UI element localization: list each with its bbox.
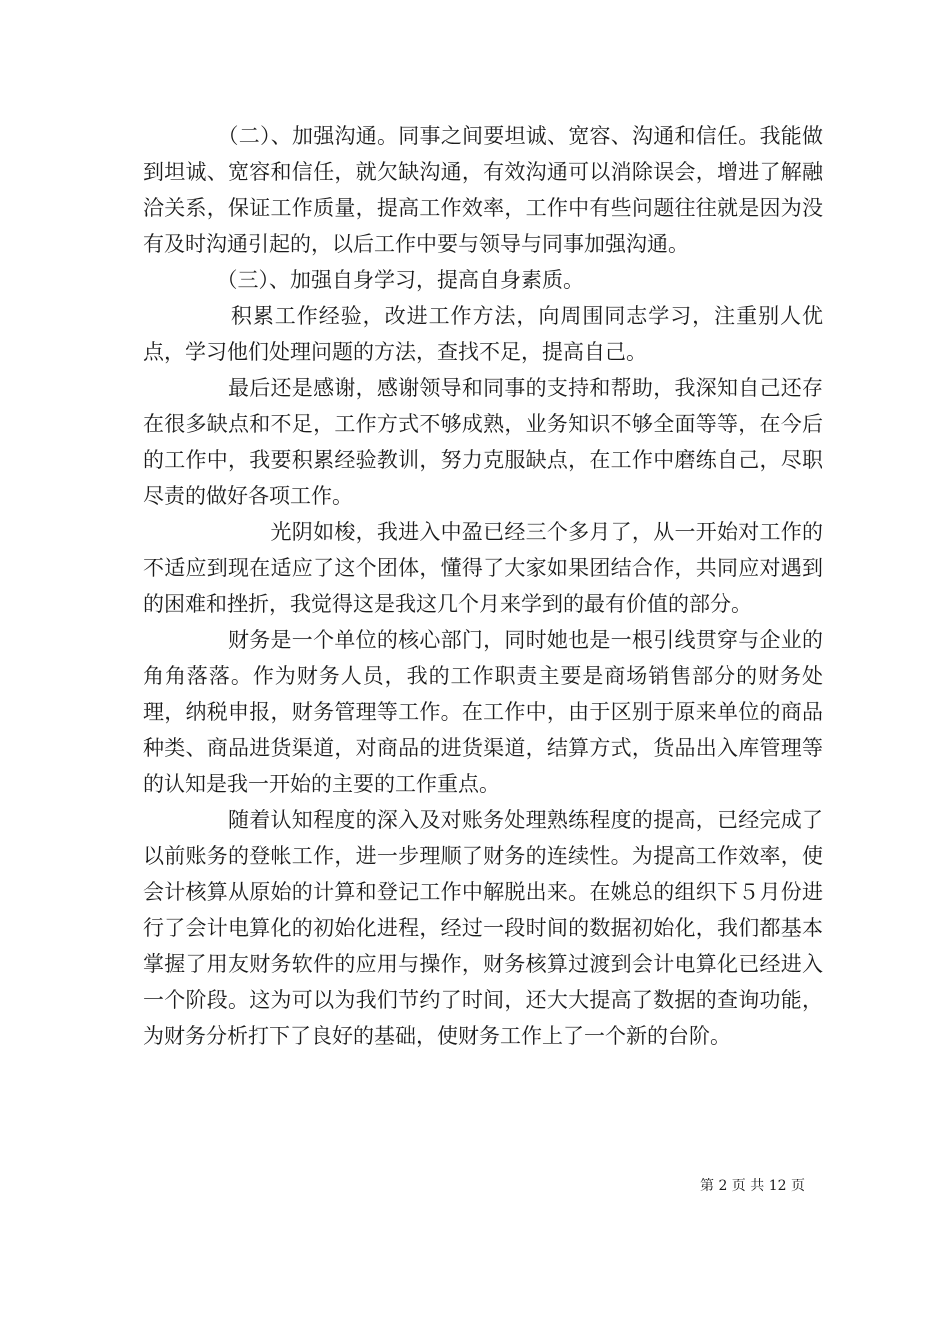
paragraph-strengthen-communication: （二）、加强沟通。同事之间要坦诚、宽容、沟通和信任。我能做到坦诚、宽容和信任，就欠缺沟通，有效沟通可以消除误会，增进了解融洽关系，保证工作质量，提高工作效率，工作中有些问题往往就是因为没有及时沟通引起的，以后工作中要与领导与同事加强沟通。 <box>143 124 823 256</box>
paragraph-finance-core: 财务是一个单位的核心部门，同时她也是一根引线贯穿与企业的角角落落。作为财务人员，我的工作职责主要是商场销售部分的财务处理，纳税申报，财务管理等工作。在工作中，由于区别于原来单位的商品种类、商品进货渠道，对商品的进货渠道，结算方式，货品出入库管理等的认知是我一开始的主要的工作重点。 <box>143 628 823 796</box>
paragraph-accumulate-experience: 积累工作经验，改进工作方法，向周围同志学习，注重别人优点，学习他们处理问题的方法，查找不足，提高自己。 <box>143 304 823 364</box>
paragraph-thanks: 最后还是感谢，感谢领导和同事的支持和帮助，我深知自己还存在很多缺点和不足，工作方式不够成熟，业务知识不够全面等等，在今后的工作中，我要积累经验教训，努力克服缺点，在工作中磨练自己，尽职尽责的做好各项工作。 <box>143 376 823 508</box>
page-number-footer: 第 2 页 共 12 页 <box>700 1178 805 1194</box>
paragraph-self-study-heading: （三）、加强自身学习，提高自身素质。 <box>143 268 584 292</box>
document-body <box>143 118 823 1054</box>
paragraph-time-flies: 光阴如梭，我进入中盈已经三个多月了，从一开始对工作的不适应到现在适应了这个团体，懂得了大家如果团结合作，共同应对遇到的困难和挫折，我觉得这是我这几个月来学到的最有价值的部分。 <box>143 520 823 616</box>
paragraph-accounting-computerization: 随着认知程度的深入及对账务处理熟练程度的提高，已经完成了以前账务的登帐工作，进一步理顺了财务的连续性。为提高工作效率，使会计核算从原始的计算和登记工作中解脱出来。在姚总的组织下５月份进行了会计电算化的初始化进程，经过一段时间的数据初始化，我们都基本掌握了用友财务软件的应用与操作，财务核算过渡到会计电算化已经进入一个阶段。这为可以为我们节约了时间，还大大提高了数据的查询功能，为财务分析打下了良好的基础，使财务工作上了一个新的台阶。 <box>143 808 823 1048</box>
